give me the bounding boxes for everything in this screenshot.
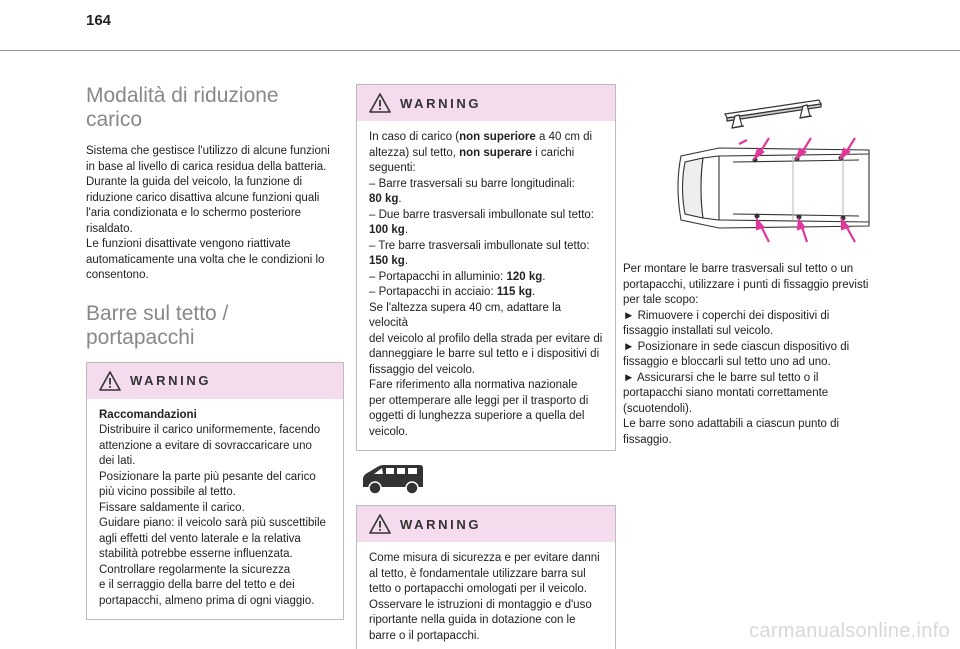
text-line: risaldato. <box>86 222 133 235</box>
warning-body <box>87 399 343 620</box>
text-line: stabilità potrebbe esserne influenzata. <box>99 548 293 560</box>
title-line: portapacchi <box>86 325 195 349</box>
van-top-view-drawing <box>678 148 869 228</box>
text-line: seguenti: <box>369 162 416 174</box>
roof-bar-drawing <box>725 100 821 128</box>
roof-bar-instructions <box>623 262 893 448</box>
roof-mounting-points-illustration <box>633 96 878 248</box>
text-line: Distribuire il carico uniformemente, facendo <box>99 424 321 436</box>
text-line: al tetto, è fondamentale utilizzare barra sul <box>369 567 586 580</box>
text-line: – Tre barre trasversali imbullonate sul tetto: <box>369 239 590 252</box>
text-line: Le funzioni disattivate vengono riattivate <box>86 238 291 250</box>
text-line: ► Rimuovere i coperchi dei dispositivi di <box>623 309 830 322</box>
warning-body <box>357 542 615 649</box>
text-line: dei lati. <box>99 455 136 467</box>
text-line: barre o il portapacchi. <box>369 629 480 642</box>
text-line: fissaggio. <box>623 433 672 446</box>
text-line: Fare riferimento alla normativa nazionale <box>369 379 578 391</box>
warning-label: WARNING <box>400 516 482 532</box>
text-line: Se l'altezza supera 40 cm, adattare la velocità <box>369 301 562 329</box>
title-line: Modalità di riduzione <box>86 84 279 107</box>
text-line: per tale scopo: <box>623 294 699 306</box>
text-line: ► Assicurarsi che le barre sul tetto o il <box>623 371 819 384</box>
load-value: 80 kg. <box>369 193 402 205</box>
text-line: fissaggio installati sul veicolo. <box>623 325 774 337</box>
text-line: automaticamente una volta che le condizioni lo <box>86 253 325 266</box>
column-left <box>86 84 344 620</box>
text-line: agli effetti del vento laterale e la relativa <box>99 532 301 545</box>
text-line: tetto o portapacchi omologati per il veicolo. <box>369 583 587 595</box>
text-line: portapacchi, utilizzare i punti di fissaggio previsti <box>623 278 869 291</box>
text-line: (scuotendoli). <box>623 402 693 415</box>
text-line: riportante nella guida in dotazione con le <box>369 614 576 626</box>
text-line: danneggiare le barre sul tetto e i dispositivi di <box>369 348 600 360</box>
load-value: 150 kg. <box>369 255 409 267</box>
text-line: Posizionare la parte più pesante del carico <box>99 470 316 483</box>
column-right <box>623 96 893 448</box>
top-rule <box>0 50 960 51</box>
load-reduction-text <box>86 144 344 284</box>
text-line: in base al livello di carica residua della batteria. <box>86 160 327 173</box>
title-line: Barre sul tetto / <box>86 301 229 325</box>
warning-header <box>357 506 615 542</box>
text-line: – Portapacchi in alluminio: 120 kg. <box>369 270 546 283</box>
section-title-roof-bars <box>86 302 344 350</box>
page-number: 164 <box>86 12 112 29</box>
text-line: veicolo. <box>369 425 408 438</box>
text-line: portapacchi, almeno prima di ogni viaggio. <box>99 594 315 607</box>
text-line: oggetti di lunghezza superiore a quella del <box>369 410 585 422</box>
warning-header <box>87 363 343 399</box>
section-title-load-reduction <box>86 84 344 132</box>
text-line: In caso di carico (non superiore a 40 cm di <box>369 131 593 143</box>
text-line: riduzione carico disattiva alcune funzioni quali <box>86 191 320 204</box>
warning-heading: Raccomandazioni <box>99 408 197 421</box>
text-line: Durante la guida del veicolo, la funzione di <box>86 176 303 188</box>
text-line: Fissare saldamente il carico. <box>99 501 245 514</box>
text-line: consentono. <box>86 269 149 281</box>
warning-triangle-icon <box>99 371 121 391</box>
van-side-icon <box>360 463 426 497</box>
text-line: portapacchi siano montati correttamente <box>623 387 829 399</box>
load-value: 100 kg. <box>369 224 409 236</box>
warning-label: WARNING <box>400 95 482 111</box>
text-line: fissaggio del veicolo. <box>369 363 476 376</box>
text-line: attenzione a evitare di sovraccaricare uno <box>99 439 312 452</box>
warning-box-safety <box>356 505 616 649</box>
text-line: – Portapacchi in acciaio: 115 kg. <box>369 286 536 298</box>
text-line: – Barre trasversali su barre longitudinali: <box>369 177 575 190</box>
warning-body <box>357 121 615 450</box>
text-line: Osservare le istruzioni di montaggio e d'uso <box>369 598 592 611</box>
watermark: carmanualsonline.info <box>749 620 950 642</box>
warning-box-load-limits <box>356 84 616 451</box>
title-line: carico <box>86 108 143 131</box>
text-line: – Due barre trasversali imbullonate sul tetto: <box>369 208 594 221</box>
text-line: Per montare le barre trasversali sul tetto o un <box>623 263 854 275</box>
text-line: più vicino possibile al tetto. <box>99 486 236 498</box>
warning-header <box>357 85 615 121</box>
text-line: per ottemperare alle leggi per il trasporto di <box>369 394 589 407</box>
text-line: ► Posizionare in sede ciascun dispositivo di <box>623 340 850 353</box>
text-line: Sistema che gestisce l'utilizzo di alcune funzioni <box>86 145 330 157</box>
text-line: altezza) sul tetto, non superare i carichi <box>369 146 575 159</box>
text-line: e il serraggio della barre del tetto e dei <box>99 579 295 591</box>
warning-triangle-icon <box>369 93 391 113</box>
text-line: Guidare piano: il veicolo sarà più suscettibile <box>99 517 326 529</box>
warning-triangle-icon <box>369 514 391 534</box>
text-line: fissaggio e bloccarli sul tetto uno ad uno. <box>623 356 831 368</box>
text-line: Come misura di sicurezza e per evitare danni <box>369 552 600 564</box>
warning-label: WARNING <box>130 373 212 388</box>
text-line: l'aria condizionata e lo schermo posteriore <box>86 207 302 219</box>
text-line: Controllare regolarmente la sicurezza <box>99 563 291 576</box>
column-middle <box>356 84 616 649</box>
warning-box-recommendations <box>86 362 344 621</box>
text-line: del veicolo al profilo della strada per evitare di <box>369 332 603 345</box>
text-line: Le barre sono adattabili a ciascun punto di <box>623 418 840 430</box>
